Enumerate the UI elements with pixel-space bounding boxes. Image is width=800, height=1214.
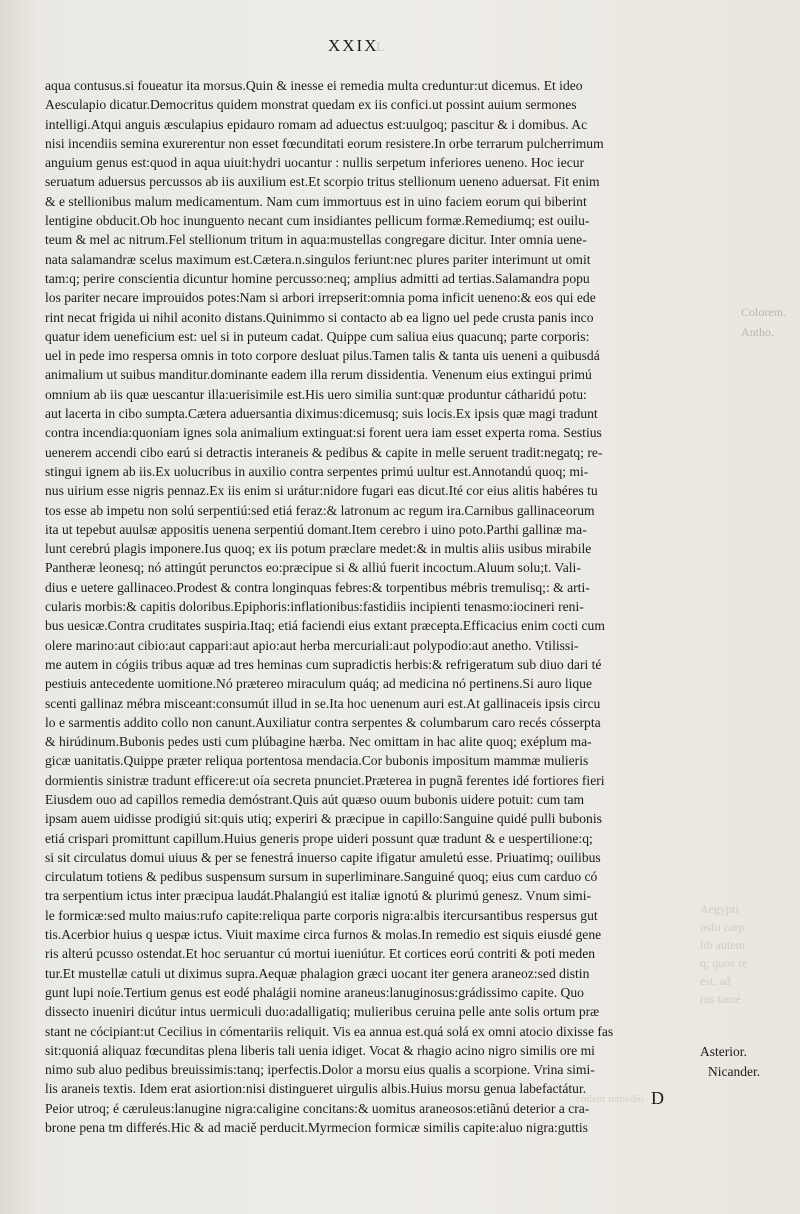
text-line: tos esse ab impetu non solú serpentiú:sed etiá feraz:& latronum ac regum ira.Carnibus gallinaceorum [45,502,595,518]
text-line: stingui ignem ab iis.Ex uolucribus in auxilio contra serpentes primú uultur est.Annotandú quoq; mi- [45,463,589,479]
text-line: ita ut tepebut auulsæ appositis uenena serpentiú domant.Item cerebro i uino poto.Parthi gallinæ ma- [45,521,587,537]
text-line: lentigine obducit.Ob hoc inunguento necant cum insidiantes pellicum formæ.Remediumq; est ouilu- [45,213,590,229]
text-line: tis.Acerbior huius q uespæ ictus. Viuit maxime circa furnos & molas.In remedio est siquis eiusdé gene [45,927,602,943]
text-line: quatur idem ueneficium est: uel si in puteum cadat. Quippe cum saliua eius quacunq; parte corporis: [45,328,590,344]
text-line: olere marino:aut cibio:aut cappari:aut apio:aut herba mercuriali:aut polypodio:aut anetho. Vtilissi- [45,637,579,653]
show-through-text: Aegypti osfo carp lib autem q; quos re est. ad rus tamé [700,902,748,1006]
text-line: tam:q; perire conscientia dicuntur homine percusso:neq; amplius admitti ad tertias.Salamandra popu [45,270,590,286]
text-line: contra incendia:quoniam ignes sola animalium extinguat:si forent uera iam esset experta roma. Sestius [45,425,602,441]
text-line: seruatum aduersus percussos ab iis auxilium est.Et scorpio tritus stellionum ueneno aduersat. Fit enim [45,174,600,190]
text-line: gunt lupi noíe.Tertium genus est eodé phalágii nomine araneus:lanuginosus:grádissimo capite. Quo [45,984,584,1000]
bleed-through-heading: L [376,40,385,55]
text-line: tra serpentium ictus inter præcipua laudát.Phalangiú est italiæ ignotú & plurimú genesz. Vnum simi- [45,888,592,904]
text-line: omnium ab iis quæ uescantur illa:uerisimile est.His uero similia sunt:quæ produntur cátharidú potu: [45,386,587,402]
margin-note-asterior: Asterior. [700,1044,747,1059]
text-line: & e stellionibus malum medicamentum. Nam cum immortuus est in uino faciem eorum qui biberint [45,193,587,209]
text-line: nimo sub aluo pedibus breuissimis:tanq; iperfectis.Dolor a morsu eius qualis a scorpione. Vrina simi- [45,1062,595,1078]
text-line: lo e sarmentis addito collo non canunt.Auxiliatur contra serpentes & columbarum caro recés cósserpta [45,714,601,730]
text-line: Peior utroq; é cæruleus:lanugine nigra:caligine concitans:& uomitus araneosos:etiãnú deterior a cra- [45,1100,590,1116]
text-line: me autem in cógiis tribus aquæ ad tres heminas cum supradictis herbis:& refrigeratum sub diuo dari té [45,656,602,672]
text-line: stant ne cócipiant:ut Cecilius in cómentariis reliquit. Vis ea annua est.quá solá ex omni atocio dixisse fas [45,1023,614,1039]
text-line: pestiuis antecedente uomitione.Nó prætereo miraculum quáq; ad medicina nó pertinens.Si auro lique [45,676,592,692]
text-line: bus uesicæ.Contra cruditates suspiria.Itaq; etiá faciendi eius extant præcepta.Efficacius enim cocti cum [45,618,605,634]
text-line: si sit circulatus domui uiuus & per se fenestrá inuerso capite ifigatur amuletú esse. Priuatimq; ouilibus [45,849,601,865]
text-line: le formicæ:sed multo maius:rufo capite:reliqua parte corporis nigra:albis itercursantibus respersus gut [45,907,598,923]
text-line: dormientis sinistræ tradunt efficere:ut oía secreta pnunciet.Præterea in pugnã ferentes idé fortiores fieri [45,772,605,788]
bottom-ghost-text: codem remedio [576,1093,645,1105]
text-line: ipsam auem uidisse prodigiú sit:quis utiq; experiri & præcipue in capillo:Sanguine quidé pulli bubonis [45,811,602,827]
text-line: dissecto inueniri dicútur intus uermiculi duo:adalligatiq; mulieribus ceruina pelle ante solis ortum præ [45,1004,600,1020]
text-line: aqua contusus.si foueatur ita morsus.Quin & inesse ei remedia multa creduntur:ut dicemus. Et ideo [45,78,583,93]
text-line: sit:quoniá aliquaz fœcunditas plena liberis tali uenia idiget. Vocat & rhagio acino nigro similis ore mi [45,1042,595,1058]
text-line: uel in pede imo respersa omnis in toto corpore desluat pilus.Tamen talis & tanta uis ueneni a quibusdá [45,348,600,364]
text-line: gicæ uanitatis.Quippe præter reliqua portentosa mendacia.Cor bubonis impositum mammæ mulieris [45,753,589,769]
text-line: rint necat frigida ui nihil aconito distans.Quinimmo si contacto ab ea ligno uel pede crusta panis inco [45,309,594,325]
margin-note-antho: Antho. [741,325,774,339]
text-line: Aesculapio dicatur.Democritus quidem monstrat quedam ex iis confici.ut possint auium sermones [45,97,577,113]
margin-note-colorem: Colorem. [741,305,786,319]
margin-note-nicander: Nicander. [708,1064,761,1079]
signature-mark: D [651,1088,664,1108]
text-line: Eiusdem ouo ad capillos remedia demóstrant.Quis aút quæso ouum bubonis uidere potuit: cum tam [45,791,585,807]
text-line: nata salamandræ scelus maximum est.Cætera.n.singulos feriunt:nec plures pariter interimunt ut omit [45,251,591,267]
text-line: nisi incendiis semina exurerentur non esset fœcunditati eorum resistere.In orbe terrarum pulcherrimum [45,135,604,151]
text-line: circulatum totiens & pedibus suspensum sursum in superliminare.Sanguiné quoq; eius cum carduo có [45,869,598,885]
text-line: tur.Et mustellæ catuli ut diximus supra.Aequæ phalagion græci uocant iter genera araneoz:sed distin [45,965,590,981]
text-line: ris alterú pcusso ostendat.Et hoc seruantur cú mortui iueniútur. Et cortices eorú contriti & poti meden [45,946,596,962]
text-line: los pariter necare improuidos potes:Nam si arbori irrepserit:omnia poma inficit ueneno:& eos qui ede [45,290,596,306]
text-line: brone pena tm differés.Hic & ad maciě perducit.Myrmecion formicæ similis capite:aluo nigra:guttis [45,1120,588,1136]
main-text-block [45,76,737,1137]
text-line: aut lacerta in cibo sumpta.Cætera aduersantia diximus:dicemusq; suis locis.Ex ipsis quæ magi tradunt [45,406,598,422]
text-line: nus uirium esse nigris pennaz.Ex iis enim si urátur:nidore fugari eas dicut.Ité cor eius alitis habéres tu [45,483,598,499]
text-line: etiá crispari promittunt capillum.Huius generis prope uideri possunt quæ tradunt & e uespertilione:q; [45,830,593,846]
text-line: lunt cerebrú plagis imponere.Ius quoq; ex iis potum præclare medet:& in multis aliis usibus mirabile [45,541,592,557]
text-line: dius e uetere gallinaceo.Prodest & contra longinquas febres:& torpentibus mébris tremulisq;: & arti- [45,579,590,595]
text-line: scenti gallinaz mébra misceant:consumút illud in se.Ita hoc uenenum auri est.At gallinaceis ipsis circu [45,695,601,711]
text-line: intelligi.Atqui anguis æsculapius epidauro romam ad aduectus est:uulgoq; pascitur & i domibus. Ac [45,116,588,132]
text-line: & hirúdinum.Bubonis pedes usti cum plúbagine hærba. Nec omittam in hac alite quoq; exéplum ma- [45,734,592,750]
text-line: teum & mel ac nitrum.Fel stellionum tritum in aqua:mustellas congregare dicitur. Inter omnia uene- [45,232,587,248]
text-line: cularis morbis:& capitis doloribus.Epiphoris:inflationibus:fastidiis incipienti tenasmo:iocineri reni- [45,599,584,615]
folio-numeral: XXIX [328,36,379,55]
text-line: uenerem accendi cibo earú si detractis interaneis & pedibus & capite in melle seruent tradit:negatq; re- [45,444,603,460]
text-line: Pantheræ leonesq; nó attingút perunctos eo:præcipue si & alliú fuerit incoctum.Aluum solu;t. Vali- [45,560,581,576]
text-line: lis araneis textis. Idem erat asiortion:nisi distingueret uirgulis albis.Huius morsu genua labefactátur. [45,1081,587,1097]
text-line: anguium genus est:quod in aqua uiuit:hydri uocantur : nullis serpetum inferiores ueneno. Hoc iecur [45,155,585,171]
text-line: animalium ut suibus manditur.dominante eadem illa rerum dissidentia. Venenum eius extingui primú [45,367,592,383]
